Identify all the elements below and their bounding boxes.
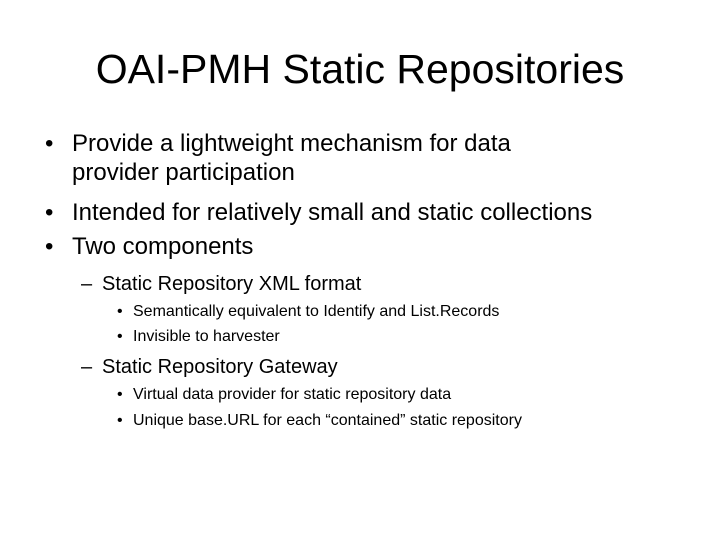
detail-text: Virtual data provider for static repository data xyxy=(133,386,452,403)
bullet-marker: • xyxy=(117,386,123,403)
detail-text: Unique base.URL for each “contained” static repository xyxy=(133,412,522,429)
bullet-marker: • xyxy=(45,130,54,157)
bullet-marker: • xyxy=(117,412,123,429)
dash-marker: – xyxy=(81,356,93,378)
bullet-marker: • xyxy=(45,199,54,226)
sub-item-label: Static Repository XML format xyxy=(102,273,362,295)
bullet-text: Provide a lightweight mechanism for data xyxy=(72,130,511,157)
bullet-marker: • xyxy=(45,233,54,260)
bullet-text: Intended for relatively small and static collections xyxy=(72,199,593,226)
bullet-marker: • xyxy=(117,328,123,345)
dash-marker: – xyxy=(81,273,93,295)
bullet-text: provider participation xyxy=(72,159,295,186)
bullet-text: Two components xyxy=(72,233,254,260)
bullet-marker: • xyxy=(117,303,123,320)
slide-title: OAI-PMH Static Repositories xyxy=(95,46,625,92)
sub-item-label: Static Repository Gateway xyxy=(102,356,338,378)
detail-text: Invisible to harvester xyxy=(133,328,280,345)
detail-text: Semantically equivalent to Identify and List.Records xyxy=(133,303,500,320)
